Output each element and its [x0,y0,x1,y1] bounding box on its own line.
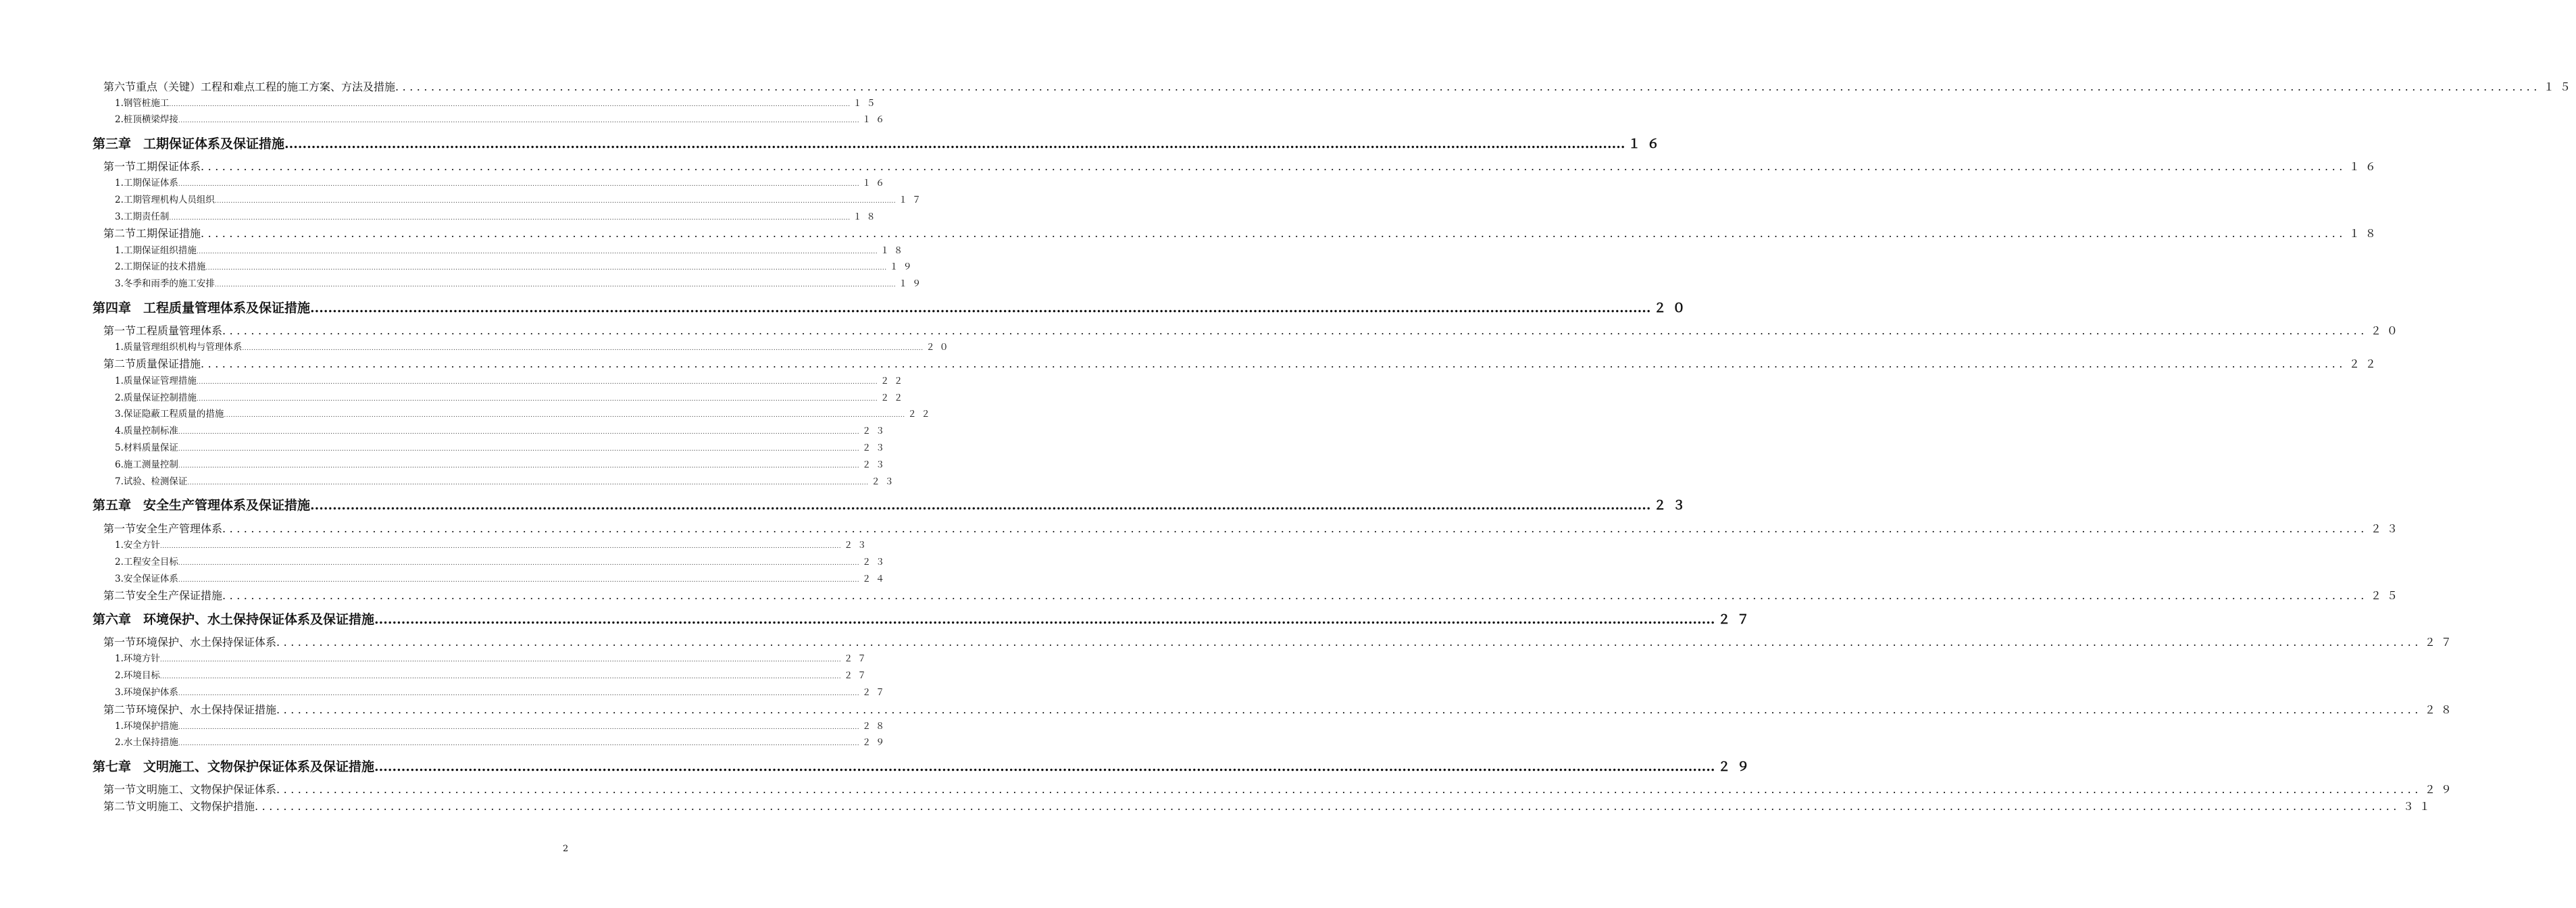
dot-leader: ............................................................................................................................................................................................................................................................................................................ [284,136,1625,151]
dot-leader: ............................................................................................................................................................................................................................................................................................................ [178,690,860,697]
toc-item-title: 1.环境方针 [115,653,160,664]
toc-page-number: ３１ [2402,800,2435,813]
toc-item-title: 2.水土保持措施 [115,737,178,748]
toc-page-number: ２３ [871,477,899,487]
toc-item-title: 1.质量保证管理措施 [115,376,197,386]
toc-chapter-title: 工程质量管理体系及保证措施 [143,301,311,316]
toc-item-title: 3.工期责任制 [115,211,170,222]
toc-section-label: 第二节 [103,589,136,602]
dot-leader: ............................................................................................................................................................................................................................................................................................................ [222,589,2368,602]
toc-item-row[interactable] [115,406,935,420]
toc-item-title: 1.环境保护措施 [115,721,178,732]
toc-page-number: ２７ [844,671,872,681]
toc-item-row[interactable] [115,457,890,470]
toc-page-number: ２３ [1653,498,1692,513]
toc-page-number: １６ [2348,160,2381,173]
dot-leader: ............................................................................................................................................................................................................................................................................................................ [178,560,860,567]
toc-page-number: １６ [862,115,890,125]
toc-section-row[interactable] [103,355,2381,370]
toc-chapter-title: 环境保护、水土保持保证体系及保证措施 [143,612,375,627]
toc-chapter-label: 第六章 [93,612,132,627]
toc-page-number: ２８ [862,722,890,732]
dot-leader: ............................................................................................................................................................................................................................................................................................................ [395,80,2541,93]
toc-page-number: ２０ [1653,301,1692,316]
toc-page-number: ２３ [862,557,890,568]
toc-page-number: ２２ [880,393,908,403]
toc-section-label: 第二节 [103,227,136,240]
toc-section-label: 第六节 [103,80,136,93]
toc-item-row[interactable] [115,390,908,403]
dot-leader: ............................................................................................................................................................................................................................................................................................................ [255,800,2400,813]
toc-item-title: 2.环境目标 [115,670,160,681]
toc-item-row[interactable] [115,537,872,551]
dot-leader: ............................................................................................................................................................................................................................................................................................................ [178,577,860,584]
toc-section-title: 工程质量管理体系 [136,324,223,337]
dot-leader: ............................................................................................................................................................................................................................................................................................................ [196,396,878,403]
page-number: 2 [563,844,569,854]
toc-page-number: ２９ [1717,759,1756,774]
toc-page-number: ２７ [844,654,872,664]
dot-leader: ............................................................................................................................................................................................................................................................................................................ [201,160,2346,173]
toc-item-row[interactable] [115,95,880,109]
dot-leader: ............................................................................................................................................................................................................................................................................................................ [178,118,860,124]
dot-leader: ............................................................................................................................................................................................................................................................................................................ [169,101,851,108]
toc-chapter-row[interactable] [93,609,1756,627]
toc-page-number: ２４ [862,574,890,584]
toc-page-number: ２３ [862,426,890,436]
toc-item-title: 2.桩顶横梁焊接 [115,114,178,125]
dot-leader: ............................................................................................................................................................................................................................................................................................................ [310,498,1651,513]
toc-page-number: １９ [889,262,917,272]
toc-page-number: ２７ [862,688,890,698]
toc-section-title: 安全生产保证措施 [136,589,223,602]
toc-item-title: 5.材料质量保证 [115,443,178,453]
dot-leader: ............................................................................................................................................................................................................................................................................................................ [310,301,1651,316]
toc-section-row[interactable] [103,798,2435,813]
toc-page-number: ２０ [2370,324,2403,337]
toc-page-number: ２３ [862,443,890,453]
toc-item-title: 1.安全方针 [115,540,160,551]
dot-leader: ............................................................................................................................................................................................................................................................................................................ [159,674,842,680]
toc-page-number: ２０ [926,343,953,353]
dot-leader: ............................................................................................................................................................................................................................................................................................................ [276,783,2422,796]
toc-page-number: ２３ [2370,522,2403,535]
toc-item-row[interactable] [115,192,926,205]
toc-item-row[interactable] [115,276,926,289]
dot-leader: ............................................................................................................................................................................................................................................................................................................ [374,612,1715,627]
toc-section-label: 第一节 [103,783,136,796]
toc-page-number: ２２ [880,376,908,386]
dot-leader: ............................................................................................................................................................................................................................................................................................................ [178,724,860,731]
dot-leader: ............................................................................................................................................................................................................................................................................................................ [187,480,869,486]
toc-page-number: １５ [2543,80,2576,93]
toc-section-label: 第二节 [103,703,136,716]
toc-section-row[interactable] [103,701,2457,716]
toc-page-number: ２２ [907,409,935,420]
toc-page-number: ２７ [1717,612,1756,627]
dot-leader: ............................................................................................................................................................................................................................................................................................................ [178,446,860,453]
toc-section-label: 第一节 [103,636,136,649]
toc-chapter-row[interactable] [93,134,1666,151]
toc-section-title: 工期保证措施 [136,227,201,240]
toc-section-title: 安全生产管理体系 [136,522,223,535]
dot-leader: ............................................................................................................................................................................................................................................................................................................ [196,249,878,255]
toc-page-number: １５ [853,99,880,109]
toc-item-title: 2.工程安全目标 [115,557,178,568]
toc-page-number: ２２ [2348,357,2381,370]
toc-section-label: 第一节 [103,160,136,173]
dot-leader: ............................................................................................................................................................................................................................................................................................................ [374,759,1715,774]
toc-section-row[interactable] [103,520,2403,535]
toc-item-row[interactable] [115,474,899,487]
toc-section-label: 第二节 [103,357,136,370]
toc-section-title: 文明施工、文物保护措施 [136,800,255,813]
toc-section-label: 第一节 [103,324,136,337]
toc-item-title: 3.环境保护体系 [115,687,178,698]
toc-item-row[interactable] [115,667,872,681]
toc-chapter-title: 文明施工、文物保护保证体系及保证措施 [143,759,375,774]
toc-item-title: 1.质量管理组织机构与管理体系 [115,342,243,353]
toc-chapter-title: 安全生产管理体系及保证措施 [143,498,311,513]
toc-item-row[interactable] [115,373,908,386]
dot-leader: ............................................................................................................................................................................................................................................................................................................ [205,265,887,272]
toc-chapter-title: 工期保证体系及保证措施 [143,136,285,151]
toc-item-title: 3.保证隐蔽工程质量的措施 [115,409,224,420]
toc-page-number: ２７ [2424,636,2457,649]
toc-section-row[interactable] [103,158,2381,173]
dot-leader: ............................................................................................................................................................................................................................................................................................................ [159,657,842,663]
toc-page-number: ２５ [2370,589,2403,602]
toc-item-title: 2.工期管理机构人员组织 [115,195,215,205]
toc-item-row[interactable] [115,734,890,748]
toc-item-title: 2.工期保证的技术措施 [115,261,206,272]
toc-chapter-label: 第三章 [93,136,132,151]
dot-leader: ............................................................................................................................................................................................................................................................................................................ [222,522,2368,535]
dot-leader: ............................................................................................................................................................................................................................................................................................................ [276,703,2422,716]
toc-item-title: 1.工期保证体系 [115,178,178,188]
dot-leader: ............................................................................................................................................................................................................................................................................................................ [178,463,860,470]
toc-section-row[interactable] [103,225,2381,240]
toc-section-title: 环境保护、水土保持保证措施 [136,703,277,716]
toc-section-title: 质量保证措施 [136,357,201,370]
toc-section-title: 工期保证体系 [136,160,201,173]
toc-page-number: １７ [899,195,926,205]
toc-item-row[interactable] [115,259,917,272]
toc-section-title: 重点（关键）工程和难点工程的施工方案、方法及措施 [136,80,396,93]
toc-item-title: 1.钢管桩施工 [115,98,170,109]
toc-chapter-label: 第五章 [93,498,132,513]
toc-page-number: ２９ [2424,783,2457,796]
toc-chapter-row[interactable] [93,298,1692,316]
toc-item-row[interactable] [115,209,880,222]
toc-item-title: 7.试验、检测保证 [115,476,188,487]
dot-leader: ............................................................................................................................................................................................................................................................................................................ [178,181,860,188]
toc-section-row[interactable] [103,634,2457,649]
toc-chapter-label: 第四章 [93,301,132,316]
toc-page-number: ２３ [862,460,890,470]
dot-leader: ............................................................................................................................................................................................................................................................................................................ [201,227,2346,240]
toc-item-row[interactable] [115,571,890,584]
toc-page-number: １８ [853,212,880,222]
toc-page-number: １６ [1627,136,1666,151]
toc-chapter-row[interactable] [93,757,1756,774]
toc-chapter-label: 第七章 [93,759,132,774]
dot-leader: ............................................................................................................................................................................................................................................................................................................ [196,379,878,386]
toc-section-row[interactable] [103,587,2403,602]
toc-item-row[interactable] [115,440,890,453]
toc-chapter-row[interactable] [93,495,1692,513]
dot-leader: ............................................................................................................................................................................................................................................................................................................ [178,429,860,436]
toc-item-row[interactable] [115,111,890,125]
toc-item-title: 2.质量保证控制措施 [115,393,197,403]
toc-item-row[interactable] [115,243,908,256]
toc-item-row[interactable] [115,554,890,568]
toc-item-row[interactable] [115,339,953,353]
toc-page-number: １８ [880,246,908,256]
toc-section-label: 第一节 [103,522,136,535]
dot-leader: ............................................................................................................................................................................................................................................................................................................ [178,740,860,747]
toc-item-row[interactable] [115,718,890,732]
toc-item-title: 3.安全保证体系 [115,574,178,584]
toc-item-title: 6.施工测量控制 [115,459,178,470]
toc-page-number: ２９ [862,738,890,748]
toc-item-title: 3.冬季和雨季的施工安排 [115,278,215,289]
toc-section-title: 环境保护、水土保持保证体系 [136,636,277,649]
toc-page-number: １８ [2348,227,2381,240]
toc-item-row[interactable] [115,684,890,698]
toc-item-row[interactable] [115,175,890,188]
toc-item-row[interactable] [115,651,872,664]
toc-section-row[interactable] [103,781,2457,796]
dot-leader: ............................................................................................................................................................................................................................................................................................................ [222,324,2368,337]
dot-leader: ............................................................................................................................................................................................................................................................................................................ [276,636,2422,649]
dot-leader: ............................................................................................................................................................................................................................................................................................................ [201,357,2346,370]
toc-section-row[interactable] [103,78,2576,93]
dot-leader: ............................................................................................................................................................................................................................................................................................................ [159,543,842,550]
toc-section-row[interactable] [103,322,2403,337]
toc-section-label: 第二节 [103,800,136,813]
toc-page-number: ２８ [2424,703,2457,716]
toc-item-row[interactable] [115,423,890,436]
toc-page-number: ２３ [844,540,872,551]
dot-leader: ............................................................................................................................................................................................................................................................................................................ [214,198,896,205]
toc-page-number: １９ [899,279,926,289]
dot-leader: ............................................................................................................................................................................................................................................................................................................ [169,215,851,222]
toc-item-title: 4.质量控制标准 [115,426,178,436]
toc-section-title: 文明施工、文物保护保证体系 [136,783,277,796]
dot-leader: ............................................................................................................................................................................................................................................................................................................ [224,412,905,419]
dot-leader: ............................................................................................................................................................................................................................................................................................................ [214,282,896,288]
dot-leader: ............................................................................................................................................................................................................................................................................................................ [242,345,924,352]
toc-page-number: １６ [862,178,890,188]
toc-item-title: 1.工期保证组织措施 [115,245,197,256]
